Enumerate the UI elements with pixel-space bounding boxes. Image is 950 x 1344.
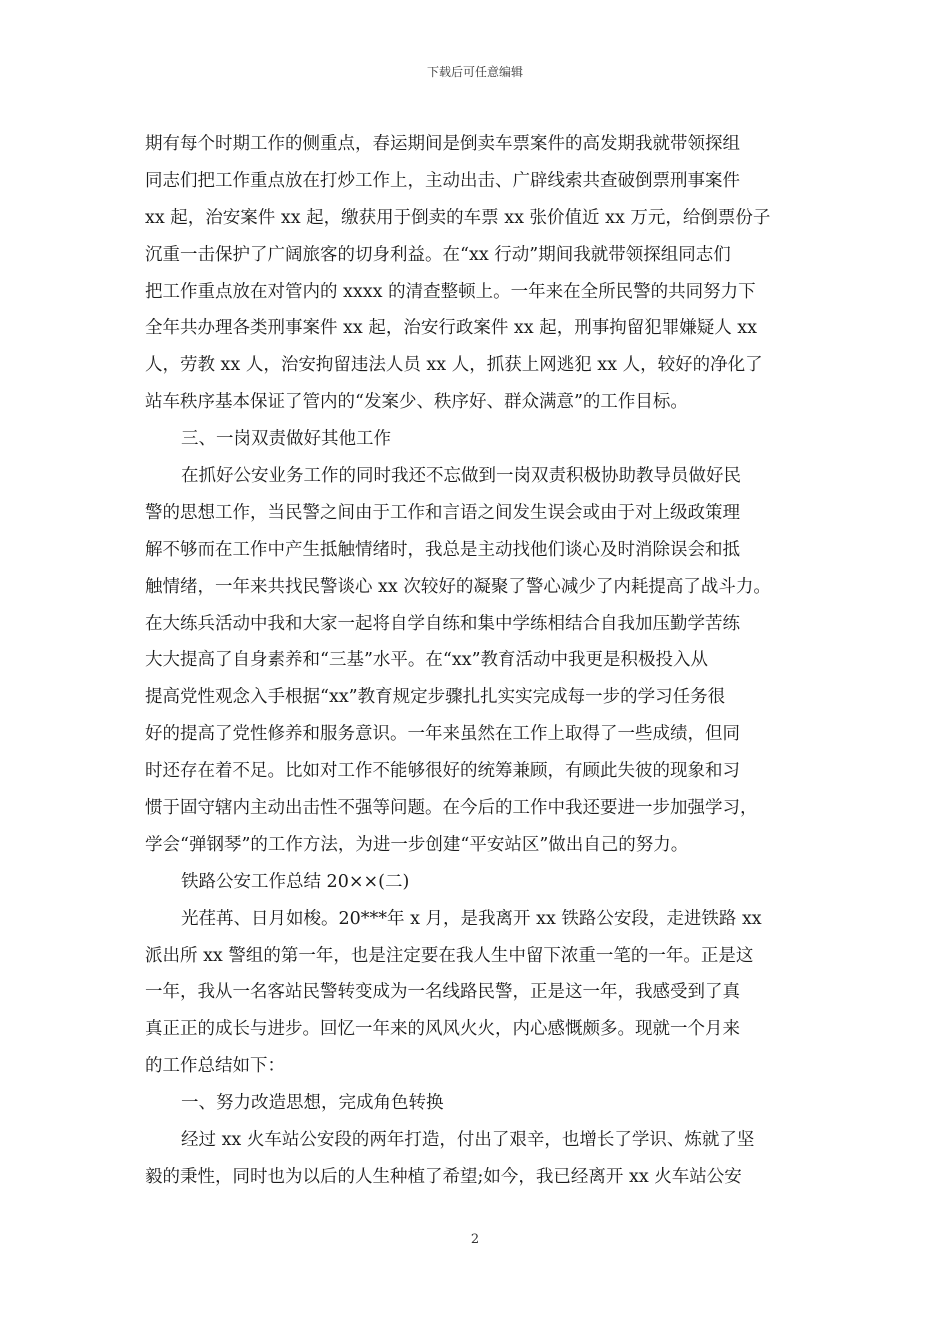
text-line: 一年，我从一名客站民警转变成为一名线路民警，正是这一年，我感受到了真: [145, 982, 740, 1003]
document-body: [145, 126, 813, 1196]
text-line: xx 起，治安案件 xx 起，缴获用于倒卖的车票 xx 张价值近 xx 万元，给倒票份子: [145, 207, 771, 228]
text-line: 光荏苒、日月如梭。20***年 x 月，是我离开 xx 铁路公安段，走进铁路 xx: [181, 908, 762, 929]
section-heading: 铁路公安工作总结 20××(二): [181, 871, 410, 892]
text-line: 站车秩序基本保证了管内的“发案少、秩序好、群众满意”的工作目标。: [145, 392, 688, 413]
text-line: 期有每个时期工作的侧重点，春运期间是倒卖车票案件的高发期我就带领探组: [145, 134, 740, 154]
text-line: 人，劳教 xx 人，治安拘留违法人员 xx 人，抓获上网逃犯 xx 人，较好的净化了: [145, 355, 763, 376]
text-line: 时还存在着不足。比如对工作不能够很好的统筹兼顾，有顾此失彼的现象和习: [145, 761, 740, 782]
text-line: 毅的秉性，同时也为以后的人生种植了希望;如今，我已经离开 xx 火车站公安: [145, 1166, 742, 1187]
page-number: 2: [470, 1232, 480, 1247]
text-line: 同志们把工作重点放在打炒工作上，主动出击、广辟线索共查破倒票刑事案件: [145, 170, 740, 191]
text-line: 警的思想工作，当民警之间由于工作和言语之间发生误会或由于对上级政策理: [145, 502, 740, 523]
text-line: 派出所 xx 警组的第一年，也是注定要在我人生中留下浓重一笔的一年。正是这: [145, 945, 754, 966]
text-line: 沉重一击保护了广阔旅客的切身利益。在“xx 行动”期间我就带领探组同志们: [145, 244, 731, 265]
text-line: 的工作总结如下：: [145, 1056, 285, 1077]
text-line: 全年共办理各类刑事案件 xx 起，治安行政案件 xx 起，刑事拘留犯罪嫌疑人 xx: [145, 318, 758, 339]
text-line: 把工作重点放在对管内的 xxxx 的清查整顿上。一年来在全所民警的共同努力下: [145, 281, 756, 302]
text-line: 学会“弹钢琴”的工作方法，为进一步创建“平安站区”做出自己的努力。: [145, 834, 689, 855]
text-line: 经过 xx 火车站公安段的两年打造，付出了艰辛，也增长了学识、炼就了坚: [181, 1130, 755, 1151]
text-line: 解不够而在工作中产生抵触情绪时，我总是主动找他们谈心及时消除误会和抵: [145, 539, 740, 560]
text-line: 在抓好公安业务工作的同时我还不忘做到一岗双责积极协助教导员做好民: [181, 466, 741, 487]
text-line: 好的提高了党性修养和服务意识。一年来虽然在工作上取得了一些成绩，但同: [145, 724, 740, 745]
text-line: 真正正的成长与进步。回忆一年来的风风火火，内心感慨颇多。现就一个月来: [145, 1019, 740, 1040]
page-header: 下载后可任意编辑: [426, 65, 523, 79]
text-line: 触情绪，一年来共找民警谈心 xx 次较好的凝聚了警心减少了内耗提高了战斗力。: [145, 576, 771, 597]
text-line: 提高党性观念入手根据“xx”教育规定步骤扎扎实实完成每一步的学习任务很: [145, 687, 726, 708]
section-heading: 一、努力改造思想，完成角色转换: [181, 1093, 444, 1114]
text-line: 大大提高了自身素养和“三基”水平。在“xx”教育活动中我更是积极投入从: [145, 650, 709, 671]
section-heading: 三、一岗双责做好其他工作: [181, 429, 391, 450]
text-line: 惯于固守辖内主动出击性不强等问题。在今后的工作中我还要进一步加强学习，: [145, 798, 758, 819]
text-line: 在大练兵活动中我和大家一起将自学自练和集中学练相结合自我加压勤学苦练: [145, 613, 740, 634]
